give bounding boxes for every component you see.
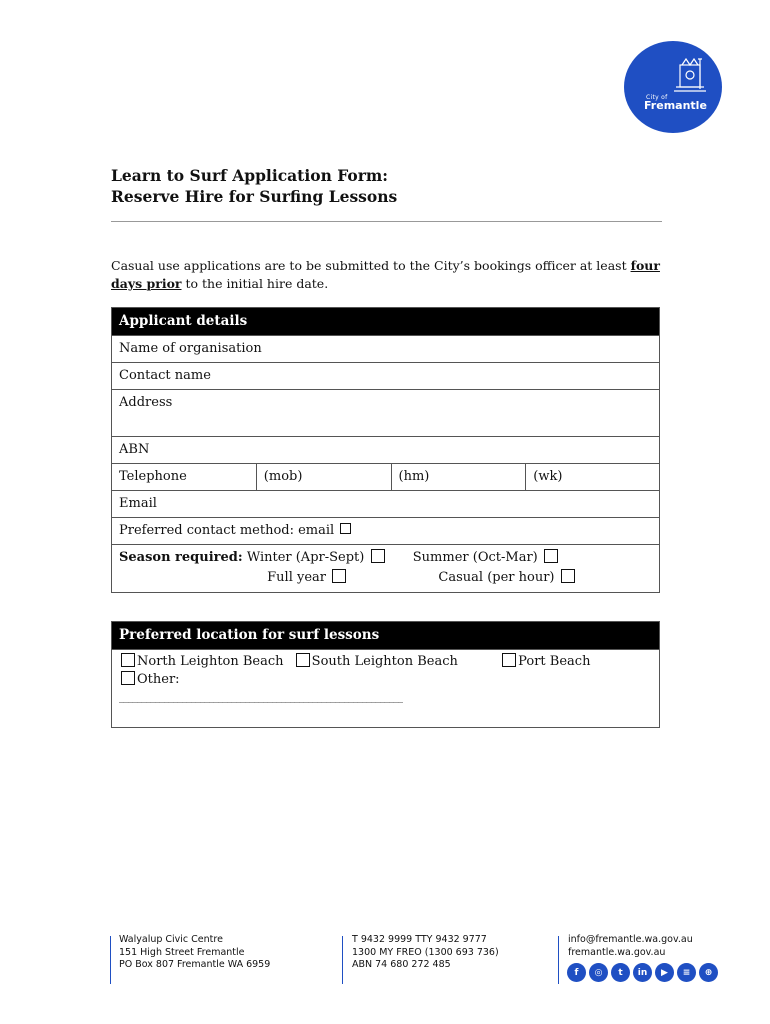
twitter-icon[interactable]: t bbox=[611, 963, 630, 982]
preferred-contact-label: Preferred contact method: email bbox=[119, 523, 335, 538]
title-line-2: Reserve Hire for Surfing Lessons bbox=[111, 187, 398, 206]
port-beach-label: Port Beach bbox=[518, 654, 591, 669]
footer-address-line: 151 High Street Fremantle bbox=[119, 946, 245, 958]
logo-name: Fremantle bbox=[644, 99, 707, 112]
full-year-label: Full year bbox=[267, 570, 326, 585]
summer-checkbox[interactable] bbox=[544, 549, 558, 563]
email-field[interactable]: Email bbox=[112, 491, 660, 518]
footer-email-link[interactable]: info@fremantle.wa.gov.au bbox=[568, 934, 693, 945]
other-location-checkbox[interactable] bbox=[121, 671, 135, 685]
applicant-details-heading: Applicant details bbox=[112, 308, 660, 336]
footer-divider-3 bbox=[558, 936, 559, 984]
port-beach-checkbox[interactable] bbox=[502, 653, 516, 667]
linkedin-icon[interactable]: in bbox=[633, 963, 652, 982]
city-logo bbox=[624, 41, 722, 133]
casual-label: Casual (per hour) bbox=[438, 570, 555, 585]
footer-phone-line: T 9432 9999 TTY 9432 9777 bbox=[352, 934, 487, 945]
footer-address-line: PO Box 807 Fremantle WA 6959 bbox=[119, 959, 271, 970]
winter-checkbox[interactable] bbox=[371, 549, 385, 563]
intro-emphasis: four days prior bbox=[111, 258, 660, 291]
south-leighton-label: South Leighton Beach bbox=[311, 654, 458, 669]
north-leighton-checkbox[interactable] bbox=[121, 653, 135, 667]
intro-text: Casual use applications are to be submitted to the City’s bookings officer at least bbox=[111, 258, 631, 273]
south-leighton-checkbox[interactable] bbox=[296, 653, 310, 667]
location-options bbox=[112, 650, 660, 728]
organisation-name-field[interactable]: Name of organisation bbox=[112, 336, 660, 363]
footer-abn-line: ABN 74 680 272 485 bbox=[352, 959, 451, 970]
preferred-contact-row bbox=[112, 518, 660, 545]
season-row bbox=[112, 545, 660, 593]
location-heading: Preferred location for surf lessons bbox=[112, 622, 660, 650]
address-field[interactable]: Address bbox=[112, 390, 660, 437]
full-year-checkbox[interactable] bbox=[332, 569, 346, 583]
crest-icon bbox=[624, 41, 722, 133]
abn-field[interactable]: ABN bbox=[112, 437, 660, 464]
north-leighton-label: North Leighton Beach bbox=[137, 654, 284, 669]
work-phone-field[interactable]: (wk) bbox=[526, 464, 660, 491]
footer-divider-2 bbox=[342, 936, 343, 984]
website-icon[interactable]: ⊕ bbox=[699, 963, 718, 982]
location-table bbox=[111, 621, 660, 728]
winter-label: Winter (Apr-Sept) bbox=[246, 550, 365, 565]
footer-phone bbox=[352, 934, 499, 972]
footer-address-line: Walyalup Civic Centre bbox=[119, 934, 223, 945]
other-location-label: Other: bbox=[137, 672, 180, 687]
email-contact-checkbox[interactable] bbox=[340, 523, 351, 534]
social-icons bbox=[567, 963, 718, 982]
mobile-field[interactable]: (mob) bbox=[256, 464, 391, 491]
applicant-details-table bbox=[111, 307, 660, 593]
newsletter-icon[interactable]: ≡ bbox=[677, 963, 696, 982]
contact-name-field[interactable]: Contact name bbox=[112, 363, 660, 390]
home-phone-field[interactable]: (hm) bbox=[391, 464, 526, 491]
footer-contact bbox=[568, 934, 693, 959]
footer-divider-1 bbox=[110, 936, 111, 984]
summer-label: Summer (Oct-Mar) bbox=[412, 550, 538, 565]
youtube-icon[interactable]: ▶ bbox=[655, 963, 674, 982]
footer-address bbox=[119, 934, 270, 972]
season-label: Season required: bbox=[119, 550, 243, 565]
title-line-1: Learn to Surf Application Form: bbox=[111, 166, 389, 185]
title-divider bbox=[111, 221, 662, 222]
intro-paragraph bbox=[111, 257, 661, 293]
page-title bbox=[111, 165, 397, 207]
intro-text-end: to the initial hire date. bbox=[181, 276, 329, 291]
footer-phone-line: 1300 MY FREO (1300 693 736) bbox=[352, 946, 499, 958]
facebook-icon[interactable]: f bbox=[567, 963, 586, 982]
logo-small-text: City of bbox=[646, 94, 668, 101]
telephone-label: Telephone bbox=[112, 464, 257, 491]
footer-website-link[interactable]: fremantle.wa.gov.au bbox=[568, 946, 666, 958]
instagram-icon[interactable]: ◎ bbox=[589, 963, 608, 982]
other-location-line[interactable]: _______________________________________________________________ bbox=[119, 692, 403, 703]
casual-checkbox[interactable] bbox=[561, 569, 575, 583]
